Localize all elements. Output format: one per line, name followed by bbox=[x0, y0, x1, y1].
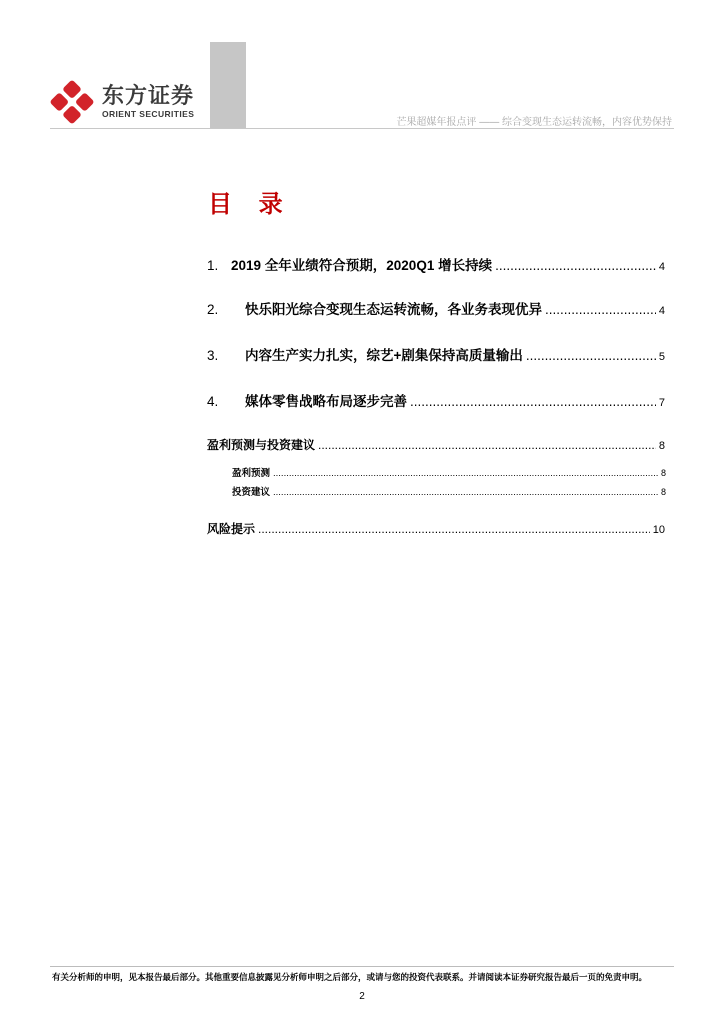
toc-leader-dots bbox=[526, 348, 656, 363]
toc-entry-page: 10 bbox=[652, 524, 665, 536]
toc-entry-label: 内容生产实力扎实，综艺+剧集保持高质量输出 bbox=[245, 348, 523, 363]
toc-entry-number: 3. bbox=[207, 348, 219, 363]
toc-entry[interactable] bbox=[207, 298, 665, 318]
toc-entry-label: 媒体零售战略布局逐步完善 bbox=[245, 394, 407, 409]
toc-entry[interactable] bbox=[207, 520, 665, 537]
toc-entry-number: 1. bbox=[207, 258, 219, 273]
toc-leader-dots bbox=[258, 522, 650, 536]
toc-leader-dots bbox=[273, 468, 658, 479]
toc-entry-page: 4 bbox=[658, 305, 665, 317]
toc-subentry[interactable] bbox=[232, 484, 666, 498]
toc-entry-label: 2019 全年业绩符合预期，2020Q1 增长持续 bbox=[231, 258, 493, 273]
toc-leader-dots bbox=[273, 487, 658, 498]
toc-leader-dots bbox=[410, 394, 656, 409]
report-header-title: 芒果超媒年报点评 —— 综合变现生态运转流畅，内容优势保持 bbox=[396, 117, 672, 128]
toc-entry-label: 快乐阳光综合变现生态运转流畅，各业务表现优异 bbox=[245, 302, 542, 317]
toc-entry[interactable] bbox=[207, 436, 665, 453]
logo-mark-icon bbox=[50, 80, 94, 124]
toc-entry-label: 投资建议 bbox=[232, 487, 271, 498]
toc-leader-dots bbox=[495, 258, 656, 273]
toc-leader-dots bbox=[545, 302, 656, 317]
toc-entry-number: 2. bbox=[207, 302, 219, 317]
toc-entry[interactable] bbox=[207, 344, 665, 364]
toc-entry-label: 盈利预测与投资建议 bbox=[207, 438, 316, 452]
toc-title: 目 录 bbox=[208, 191, 293, 218]
toc-entry-page: 7 bbox=[658, 397, 665, 409]
footer-disclaimer: 有关分析师的申明，见本报告最后部分。其他重要信息披露见分析师申明之后部分，或请与您的投资代表联系。并请阅读本证券研究报告最后一页的免责申明。 bbox=[52, 972, 648, 982]
toc-subentry[interactable] bbox=[232, 465, 666, 479]
logo-text bbox=[102, 84, 194, 120]
page-number: 2 bbox=[359, 991, 365, 1002]
company-logo bbox=[50, 80, 194, 124]
logo-en-text: ORIENT SECURITIES bbox=[102, 109, 195, 119]
toc-entry[interactable] bbox=[207, 254, 665, 274]
toc-entry-page: 8 bbox=[660, 487, 666, 497]
toc-entry-label: 盈利预测 bbox=[232, 468, 271, 479]
toc-entry-page: 5 bbox=[658, 351, 665, 363]
footer-divider bbox=[50, 966, 674, 967]
toc-entry-page: 8 bbox=[660, 468, 666, 478]
toc-leader-dots bbox=[318, 438, 656, 452]
toc-entry-label: 风险提示 bbox=[207, 522, 256, 536]
toc-entry-page: 4 bbox=[658, 261, 665, 273]
header-accent-bar bbox=[210, 42, 246, 129]
toc-entry-page: 8 bbox=[658, 440, 665, 452]
header-divider bbox=[50, 128, 674, 129]
logo-cn-text: 东方证券 bbox=[102, 83, 195, 108]
toc-entry[interactable] bbox=[207, 390, 665, 410]
toc-entry-number: 4. bbox=[207, 394, 219, 409]
